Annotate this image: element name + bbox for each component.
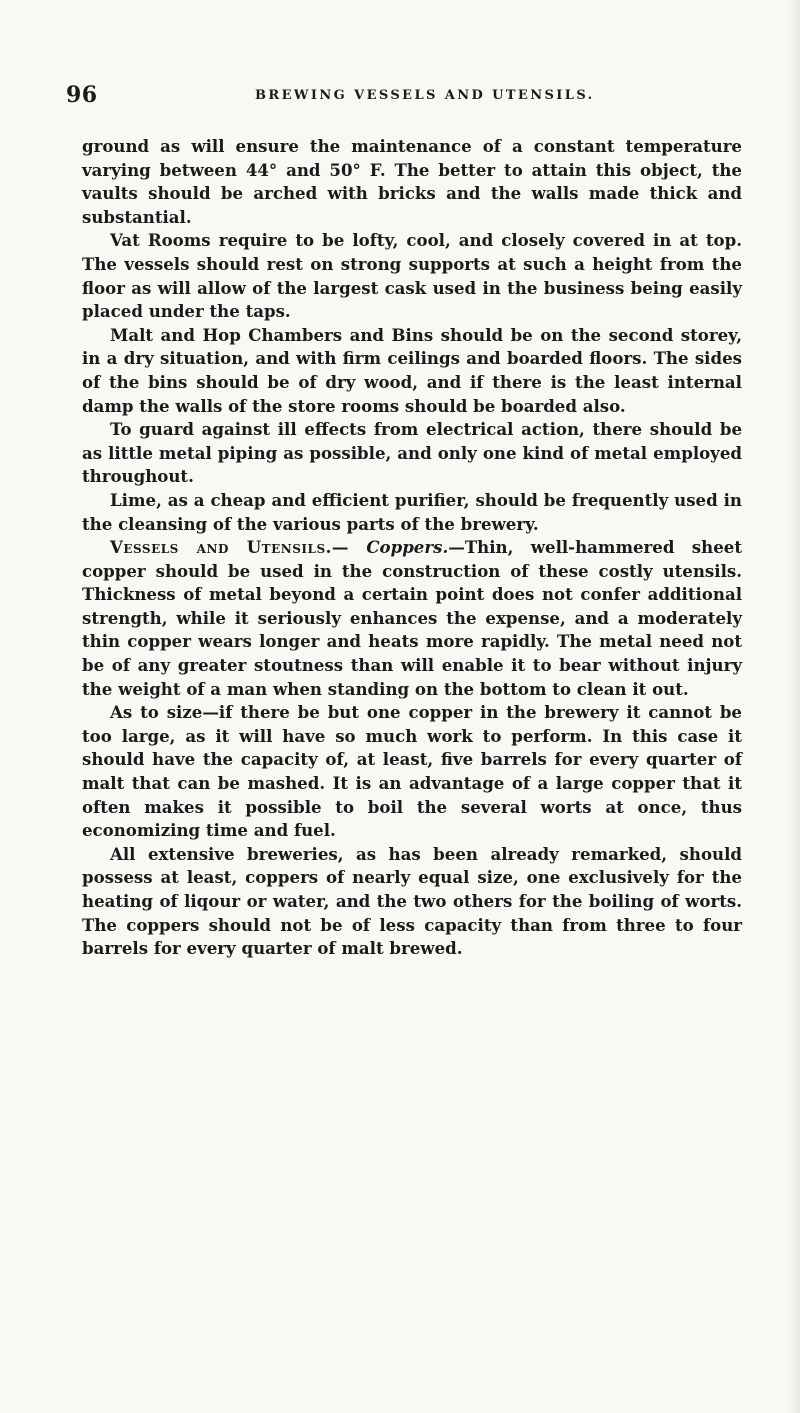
paragraph: All extensive breweries, as has been already remarked, should possess at least, coppers of nearly equal size, one exclusively for the heating of liqour or water, and the two others for the boiling of worts. The coppers should not be of less capacity than from three to four barrels for every quarter of malt brewed. [82,843,742,959]
paragraph: Malt and Hop Chambers and Bins should be on the second storey, in a dry situation, and with firm ceilings and boarded floors. The sides of the bins should be of dry wood, and if there is the least internal damp the walls of the store rooms should be boarded also. [82,324,742,416]
section-text: —Thin, well-hammered sheet copper should be used in the construction of these costly utensils. Thickness of metal beyond a certain point does not confer additional strength, while it seriously enhances the expense, and a moderately thin copper wears longer and heats more rapidly. The metal need not be of any greater stoutness than will enable it to bear without injury the weight of a man when standing on the bottom to clean it out. [82,537,742,699]
paragraph: As to size—if there be but one copper in the brewery it cannot be too large, as it will have so much work to perform. In this case it should have the capacity of, at least, five barrels for every quarter of malt that can be mashed. It is an advantage of a large copper that it often makes it possible to boil the several worts at once, thus economizing time and fuel. [82,702,742,841]
section-subheading: Coppers. [366,537,449,558]
paragraph: Vat Rooms require to be lofty, cool, and closely covered in at top. The vessels should rest on strong supports at such a height from the floor as will allow of the largest cask used in the business being easily placed under the taps. [82,230,742,322]
paragraph: Lime, as a cheap and efficient purifier, should be frequently used in the cleansing of the various parts of the brewery. [82,489,742,534]
paragraph: ground as will ensure the maintenance of a constant temperature varying between 44° and 50° F. The better to attain this object, the vaults should be arched with bricks and the walls made thick and substantial. [82,136,742,227]
section-paragraph [82,536,742,701]
section-heading: Vessels and Utensils.— [110,537,349,558]
paragraph: To guard against ill effects from electrical action, there should be as little metal piping as possible, and only one kind of metal employed throughout. [82,419,742,487]
page-edge-shadow [786,0,800,1413]
running-title: BREWING VESSELS AND UTENSILS. [255,88,595,103]
page-number: 96 [66,82,98,108]
body-text [82,135,742,961]
